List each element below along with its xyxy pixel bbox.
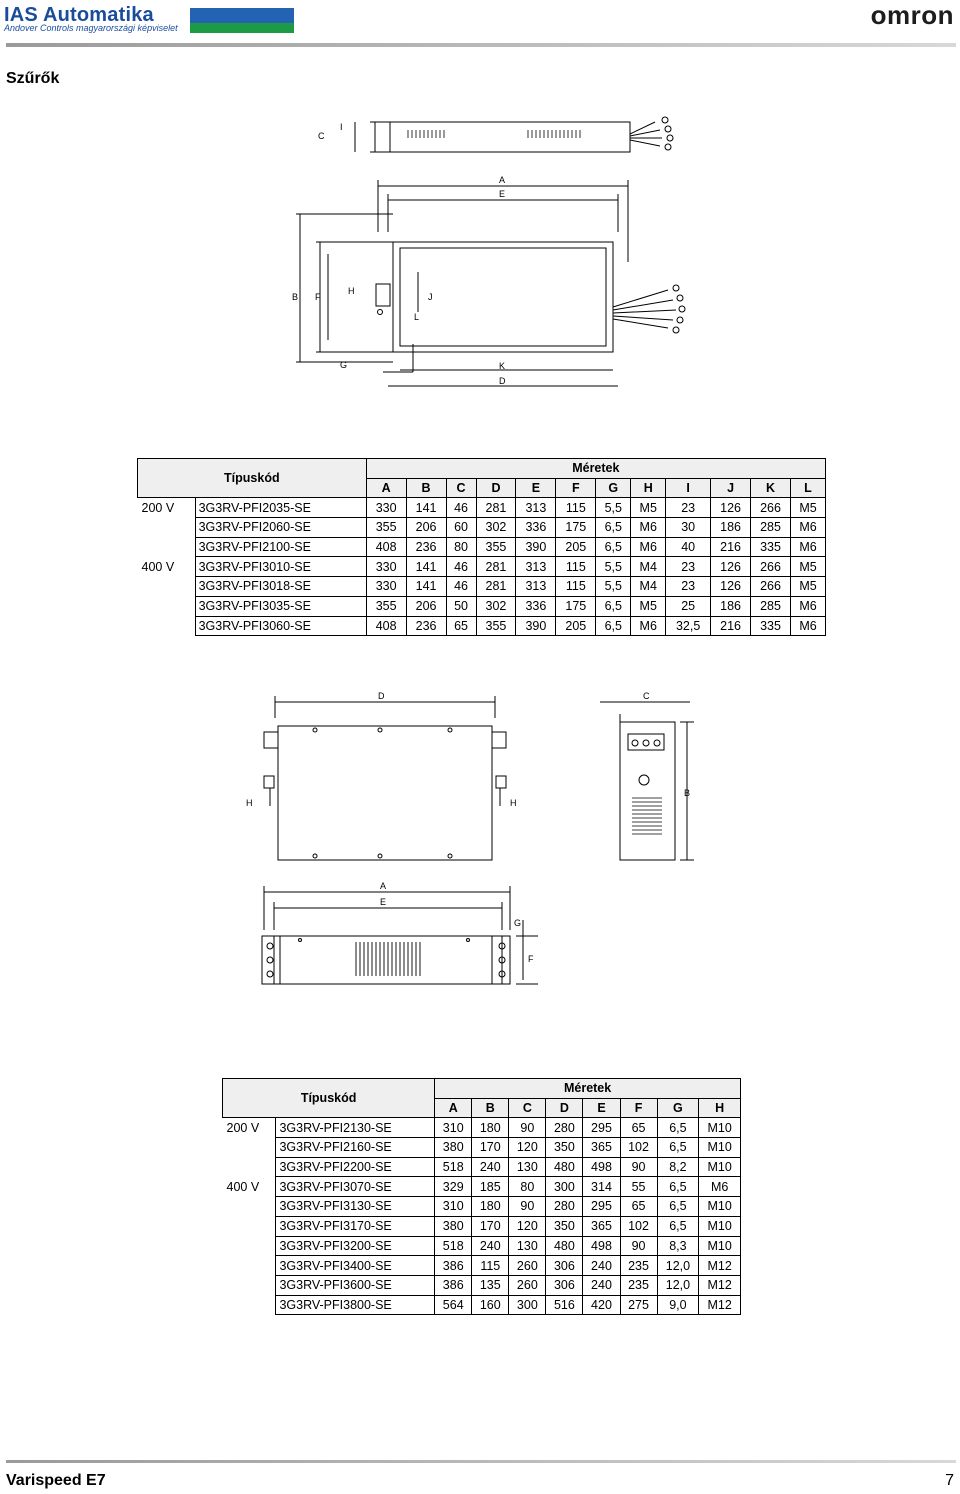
dimension-cell: 6,5 bbox=[596, 537, 631, 557]
col-header: E bbox=[583, 1098, 620, 1118]
col-header: E bbox=[516, 478, 556, 498]
dimension-cell: M6 bbox=[699, 1177, 741, 1197]
dimension-cell: 329 bbox=[435, 1177, 472, 1197]
col-header: D bbox=[476, 478, 516, 498]
dimension-cell: 330 bbox=[366, 498, 406, 518]
dimension-cell: 115 bbox=[556, 577, 596, 597]
dimension-cell: 336 bbox=[516, 518, 556, 538]
type-code-cell: 3G3RV-PFI3170-SE bbox=[276, 1216, 435, 1236]
dimension-cell: 365 bbox=[583, 1138, 620, 1158]
dimension-cell: 6,5 bbox=[657, 1138, 699, 1158]
dimension-cell: 9,0 bbox=[657, 1295, 699, 1315]
dimension-cell: M4 bbox=[631, 577, 666, 597]
filter-drawing-large-front bbox=[240, 688, 710, 868]
dimension-cell: 330 bbox=[366, 577, 406, 597]
dimension-cell: 302 bbox=[476, 596, 516, 616]
dimension-cell: 206 bbox=[406, 518, 446, 538]
dimension-cell: 115 bbox=[556, 557, 596, 577]
dimension-cell: 102 bbox=[620, 1216, 657, 1236]
dimension-cell: M10 bbox=[699, 1118, 741, 1138]
type-code-cell: 3G3RV-PFI2100-SE bbox=[195, 537, 366, 557]
dimension-cell: M5 bbox=[791, 577, 826, 597]
dimension-cell: 126 bbox=[711, 498, 751, 518]
filter-dimensions-table-1 bbox=[137, 458, 826, 636]
dim-label-g: G bbox=[340, 360, 348, 370]
col-header: K bbox=[751, 478, 791, 498]
table-row bbox=[138, 498, 826, 518]
dimension-cell: M5 bbox=[631, 596, 666, 616]
dimension-cell: 25 bbox=[666, 596, 711, 616]
dimension-cell: 8,3 bbox=[657, 1236, 699, 1256]
voltage-cell bbox=[138, 518, 196, 538]
dimension-cell: 355 bbox=[366, 518, 406, 538]
col-header: D bbox=[546, 1098, 583, 1118]
dimension-cell: M10 bbox=[699, 1216, 741, 1236]
col-header: J bbox=[711, 478, 751, 498]
dimension-cell: 141 bbox=[406, 498, 446, 518]
dimension-cell: M12 bbox=[699, 1295, 741, 1315]
dimension-cell: 260 bbox=[509, 1275, 546, 1295]
dimension-cell: 516 bbox=[546, 1295, 583, 1315]
dim-label-h2-left: H bbox=[246, 798, 253, 808]
type-code-cell: 3G3RV-PFI3060-SE bbox=[195, 616, 366, 636]
dimension-cell: 40 bbox=[666, 537, 711, 557]
type-code-cell: 3G3RV-PFI3070-SE bbox=[276, 1177, 435, 1197]
dimension-cell: 205 bbox=[556, 616, 596, 636]
type-code-cell: 3G3RV-PFI3400-SE bbox=[276, 1256, 435, 1276]
dimension-cell: 313 bbox=[516, 498, 556, 518]
dim-label-e: E bbox=[499, 189, 506, 199]
type-code-cell: 3G3RV-PFI2160-SE bbox=[276, 1138, 435, 1158]
dim-label-a: A bbox=[499, 175, 506, 185]
dimension-cell: M6 bbox=[631, 518, 666, 538]
type-code-cell: 3G3RV-PFI3018-SE bbox=[195, 577, 366, 597]
dim-label-b: B bbox=[292, 292, 299, 302]
dim-label-f: F bbox=[315, 292, 321, 302]
dimension-cell: 5,5 bbox=[596, 577, 631, 597]
dimension-cell: 175 bbox=[556, 518, 596, 538]
voltage-cell bbox=[223, 1236, 276, 1256]
dimension-cell: 186 bbox=[711, 518, 751, 538]
voltage-cell bbox=[138, 596, 196, 616]
voltage-cell bbox=[223, 1275, 276, 1295]
col-header: B bbox=[406, 478, 446, 498]
dimension-cell: 130 bbox=[509, 1236, 546, 1256]
dimension-cell: 235 bbox=[620, 1256, 657, 1276]
voltage-cell bbox=[138, 537, 196, 557]
dim-label-k: K bbox=[499, 361, 506, 371]
logo-bar-green bbox=[190, 23, 294, 33]
voltage-cell: 200 V bbox=[226, 1120, 260, 1135]
dim-label-g2: G bbox=[514, 918, 522, 928]
voltage-cell bbox=[138, 577, 196, 597]
table-row bbox=[223, 1216, 741, 1236]
type-code-cell: 3G3RV-PFI3130-SE bbox=[276, 1197, 435, 1217]
dimension-cell: 12,0 bbox=[657, 1256, 699, 1276]
table-row bbox=[138, 616, 826, 636]
dimension-cell: 386 bbox=[435, 1256, 472, 1276]
type-code-cell: 3G3RV-PFI2035-SE bbox=[195, 498, 366, 518]
filter-drawing-side-strip bbox=[310, 112, 710, 162]
dimension-cell: 480 bbox=[546, 1157, 583, 1177]
dimension-cell: 170 bbox=[472, 1138, 509, 1158]
dimension-cell: 65 bbox=[620, 1197, 657, 1217]
voltage-cell bbox=[223, 1256, 276, 1276]
company-subtitle: Andover Controls magyarországi képviselet bbox=[4, 23, 178, 33]
dimension-cell: 90 bbox=[620, 1236, 657, 1256]
dim-label-a2: A bbox=[380, 881, 387, 891]
dimension-cell: 90 bbox=[620, 1157, 657, 1177]
dimension-cell: 295 bbox=[583, 1197, 620, 1217]
col-header: C bbox=[446, 478, 476, 498]
dimension-cell: 564 bbox=[435, 1295, 472, 1315]
dimension-cell: 102 bbox=[620, 1138, 657, 1158]
dimension-cell: M5 bbox=[791, 498, 826, 518]
dimension-cell: 23 bbox=[666, 577, 711, 597]
voltage-cell: 200 V bbox=[141, 500, 175, 515]
dimension-cell: 302 bbox=[476, 518, 516, 538]
dimension-cell: 300 bbox=[546, 1177, 583, 1197]
dimension-cell: 310 bbox=[435, 1118, 472, 1138]
dim-label-c2: C bbox=[643, 691, 650, 701]
brand-logo: omron bbox=[870, 0, 954, 30]
dimension-cell: 6,5 bbox=[657, 1118, 699, 1138]
dimension-cell: 126 bbox=[711, 557, 751, 577]
dimension-cell: 330 bbox=[366, 557, 406, 577]
dimension-cell: M6 bbox=[631, 537, 666, 557]
type-code-cell: 3G3RV-PFI2060-SE bbox=[195, 518, 366, 538]
company-name: IAS Automatika bbox=[4, 4, 154, 26]
voltage-cell bbox=[223, 1216, 276, 1236]
dim-label-h2-right: H bbox=[510, 798, 517, 808]
dimension-cell: 8,2 bbox=[657, 1157, 699, 1177]
dimension-cell: 80 bbox=[509, 1177, 546, 1197]
dimension-cell: 23 bbox=[666, 557, 711, 577]
dimension-cell: 236 bbox=[406, 616, 446, 636]
table-row bbox=[223, 1256, 741, 1276]
dim-label-j: J bbox=[428, 292, 433, 302]
dimension-cell: 306 bbox=[546, 1256, 583, 1276]
dimension-cell: 498 bbox=[583, 1236, 620, 1256]
type-code-cell: 3G3RV-PFI3200-SE bbox=[276, 1236, 435, 1256]
dimension-cell: 235 bbox=[620, 1275, 657, 1295]
dimension-cell: M4 bbox=[631, 557, 666, 577]
voltage-cell bbox=[223, 1138, 276, 1158]
dimension-cell: 46 bbox=[446, 498, 476, 518]
dimension-cell: 46 bbox=[446, 577, 476, 597]
table-row bbox=[223, 1295, 741, 1315]
dim-label-d: D bbox=[499, 376, 506, 386]
dim-label-d2: D bbox=[378, 691, 385, 701]
dimension-cell: 46 bbox=[446, 557, 476, 577]
dim-label-l: L bbox=[414, 312, 420, 322]
dimension-cell: 285 bbox=[751, 596, 791, 616]
dim-label-f2: F bbox=[528, 954, 534, 964]
footer-product: Varispeed E7 bbox=[6, 1472, 106, 1489]
dimension-cell: M6 bbox=[791, 616, 826, 636]
dimension-cell: 23 bbox=[666, 498, 711, 518]
dimension-cell: M10 bbox=[699, 1197, 741, 1217]
dimension-cell: 313 bbox=[516, 557, 556, 577]
table-row bbox=[223, 1177, 741, 1197]
dimension-cell: 300 bbox=[509, 1295, 546, 1315]
dimension-cell: 141 bbox=[406, 557, 446, 577]
dimension-cell: 281 bbox=[476, 577, 516, 597]
table-row bbox=[138, 537, 826, 557]
dimension-cell: 5,5 bbox=[596, 498, 631, 518]
col-header: G bbox=[596, 478, 631, 498]
page-header bbox=[0, 0, 960, 50]
dimension-cell: 65 bbox=[446, 616, 476, 636]
dimension-cell: 240 bbox=[472, 1157, 509, 1177]
dimension-cell: 355 bbox=[476, 616, 516, 636]
dimension-cell: M6 bbox=[791, 537, 826, 557]
table-row bbox=[223, 1138, 741, 1158]
dimension-cell: 90 bbox=[509, 1197, 546, 1217]
dimension-cell: 115 bbox=[472, 1256, 509, 1276]
dimension-cell: 6,5 bbox=[596, 596, 631, 616]
table-row bbox=[138, 577, 826, 597]
table-row bbox=[223, 1157, 741, 1177]
header-divider bbox=[6, 43, 956, 47]
table-row bbox=[223, 1275, 741, 1295]
dimension-cell: 135 bbox=[472, 1275, 509, 1295]
dimension-cell: 498 bbox=[583, 1157, 620, 1177]
dimension-cell: 120 bbox=[509, 1138, 546, 1158]
dimension-cell: M10 bbox=[699, 1157, 741, 1177]
dimension-cell: 115 bbox=[556, 498, 596, 518]
dimension-cell: 314 bbox=[583, 1177, 620, 1197]
dimension-cell: 306 bbox=[546, 1275, 583, 1295]
col-header: B bbox=[472, 1098, 509, 1118]
dimension-cell: M5 bbox=[631, 498, 666, 518]
dimension-cell: 180 bbox=[472, 1197, 509, 1217]
dimension-cell: 141 bbox=[406, 577, 446, 597]
dimension-cell: M10 bbox=[699, 1236, 741, 1256]
dimension-cell: 280 bbox=[546, 1197, 583, 1217]
dimension-cell: 5,5 bbox=[596, 557, 631, 577]
type-code-cell: 3G3RV-PFI3010-SE bbox=[195, 557, 366, 577]
dimension-cell: 480 bbox=[546, 1236, 583, 1256]
dim-label-c: C bbox=[318, 131, 325, 141]
dimension-cell: M6 bbox=[791, 518, 826, 538]
dimension-cell: 380 bbox=[435, 1216, 472, 1236]
dimension-cell: 310 bbox=[435, 1197, 472, 1217]
table-row bbox=[138, 596, 826, 616]
dimension-cell: 266 bbox=[751, 577, 791, 597]
dim-label-b2: B bbox=[684, 788, 691, 798]
type-header: Típuskód bbox=[138, 459, 367, 498]
dimension-cell: 175 bbox=[556, 596, 596, 616]
dimension-cell: 126 bbox=[711, 577, 751, 597]
dimension-cell: 365 bbox=[583, 1216, 620, 1236]
dims-header: Méretek bbox=[435, 1079, 741, 1099]
col-header: F bbox=[620, 1098, 657, 1118]
dimension-cell: 266 bbox=[751, 498, 791, 518]
col-header: G bbox=[657, 1098, 699, 1118]
dimension-cell: 180 bbox=[472, 1118, 509, 1138]
voltage-cell bbox=[223, 1197, 276, 1217]
dimension-cell: 355 bbox=[366, 596, 406, 616]
dimension-cell: 55 bbox=[620, 1177, 657, 1197]
dimension-cell: 80 bbox=[446, 537, 476, 557]
type-code-cell: 3G3RV-PFI2200-SE bbox=[276, 1157, 435, 1177]
dimension-cell: 50 bbox=[446, 596, 476, 616]
type-code-cell: 3G3RV-PFI3600-SE bbox=[276, 1275, 435, 1295]
dim-label-e2: E bbox=[380, 897, 387, 907]
col-header: I bbox=[666, 478, 711, 498]
table-row bbox=[138, 557, 826, 577]
dimension-cell: 216 bbox=[711, 537, 751, 557]
dimension-cell: 350 bbox=[546, 1216, 583, 1236]
table-row bbox=[138, 518, 826, 538]
dimension-cell: 206 bbox=[406, 596, 446, 616]
dimension-cell: 65 bbox=[620, 1118, 657, 1138]
col-header: H bbox=[699, 1098, 741, 1118]
type-header: Típuskód bbox=[223, 1079, 435, 1118]
dimension-cell: 260 bbox=[509, 1256, 546, 1276]
voltage-cell bbox=[138, 616, 196, 636]
dimension-cell: 350 bbox=[546, 1138, 583, 1158]
dimension-cell: 6,5 bbox=[596, 518, 631, 538]
dimension-cell: 280 bbox=[546, 1118, 583, 1138]
voltage-cell bbox=[223, 1295, 276, 1315]
dimension-cell: 6,5 bbox=[657, 1177, 699, 1197]
filter-drawing-plan-view bbox=[288, 172, 708, 397]
dimension-cell: 408 bbox=[366, 537, 406, 557]
voltage-cell: 400 V bbox=[226, 1179, 260, 1194]
dimension-cell: 335 bbox=[751, 616, 791, 636]
dimension-cell: 216 bbox=[711, 616, 751, 636]
col-header: C bbox=[509, 1098, 546, 1118]
dimension-cell: M6 bbox=[631, 616, 666, 636]
col-header: H bbox=[631, 478, 666, 498]
dimension-cell: 160 bbox=[472, 1295, 509, 1315]
type-code-cell: 3G3RV-PFI3035-SE bbox=[195, 596, 366, 616]
dimension-cell: 170 bbox=[472, 1216, 509, 1236]
table-row bbox=[223, 1236, 741, 1256]
dims-header: Méretek bbox=[366, 459, 825, 479]
dimension-cell: 281 bbox=[476, 498, 516, 518]
dimension-cell: M12 bbox=[699, 1256, 741, 1276]
filter-dimensions-table-2 bbox=[222, 1078, 741, 1315]
dimension-cell: 12,0 bbox=[657, 1275, 699, 1295]
dimension-cell: 518 bbox=[435, 1236, 472, 1256]
dimension-cell: 336 bbox=[516, 596, 556, 616]
table-row bbox=[223, 1197, 741, 1217]
dimension-cell: M6 bbox=[791, 596, 826, 616]
dimension-cell: 6,5 bbox=[596, 616, 631, 636]
logo-bar-blue bbox=[190, 8, 294, 23]
col-header: A bbox=[435, 1098, 472, 1118]
dimension-cell: M5 bbox=[791, 557, 826, 577]
dimension-cell: 285 bbox=[751, 518, 791, 538]
dimension-cell: 355 bbox=[476, 537, 516, 557]
col-header: L bbox=[791, 478, 826, 498]
dimension-cell: 60 bbox=[446, 518, 476, 538]
dimension-cell: 386 bbox=[435, 1275, 472, 1295]
dimension-cell: 240 bbox=[583, 1256, 620, 1276]
footer-divider bbox=[6, 1460, 956, 1463]
dimension-cell: 185 bbox=[472, 1177, 509, 1197]
section-title: Szűrők bbox=[6, 70, 60, 87]
type-code-cell: 3G3RV-PFI3800-SE bbox=[276, 1295, 435, 1315]
dimension-cell: 295 bbox=[583, 1118, 620, 1138]
dimension-cell: 205 bbox=[556, 537, 596, 557]
dimension-cell: 186 bbox=[711, 596, 751, 616]
dimension-cell: 236 bbox=[406, 537, 446, 557]
filter-drawing-large-bottom bbox=[240, 880, 560, 995]
dimension-cell: 408 bbox=[366, 616, 406, 636]
dimension-cell: 390 bbox=[516, 537, 556, 557]
dimension-cell: 6,5 bbox=[657, 1216, 699, 1236]
dimension-cell: 420 bbox=[583, 1295, 620, 1315]
dimension-cell: 240 bbox=[472, 1236, 509, 1256]
dimension-cell: 518 bbox=[435, 1157, 472, 1177]
dimension-cell: 240 bbox=[583, 1275, 620, 1295]
dim-label-i: I bbox=[340, 122, 343, 132]
dim-label-h: H bbox=[348, 286, 355, 296]
dimension-cell: M12 bbox=[699, 1275, 741, 1295]
dimension-cell: 130 bbox=[509, 1157, 546, 1177]
col-header: A bbox=[366, 478, 406, 498]
col-header: F bbox=[556, 478, 596, 498]
dimension-cell: 275 bbox=[620, 1295, 657, 1315]
dimension-cell: 313 bbox=[516, 577, 556, 597]
dimension-cell: 32,5 bbox=[666, 616, 711, 636]
table-row bbox=[223, 1118, 741, 1138]
dimension-cell: 30 bbox=[666, 518, 711, 538]
dimension-cell: 281 bbox=[476, 557, 516, 577]
dimension-cell: 335 bbox=[751, 537, 791, 557]
type-code-cell: 3G3RV-PFI2130-SE bbox=[276, 1118, 435, 1138]
dimension-cell: 390 bbox=[516, 616, 556, 636]
dimension-cell: 266 bbox=[751, 557, 791, 577]
page-number: 7 bbox=[945, 1472, 954, 1489]
dimension-cell: 120 bbox=[509, 1216, 546, 1236]
dimension-cell: M10 bbox=[699, 1138, 741, 1158]
dimension-cell: 6,5 bbox=[657, 1197, 699, 1217]
voltage-cell bbox=[223, 1157, 276, 1177]
voltage-cell: 400 V bbox=[141, 559, 175, 574]
dimension-cell: 380 bbox=[435, 1138, 472, 1158]
dimension-cell: 90 bbox=[509, 1118, 546, 1138]
